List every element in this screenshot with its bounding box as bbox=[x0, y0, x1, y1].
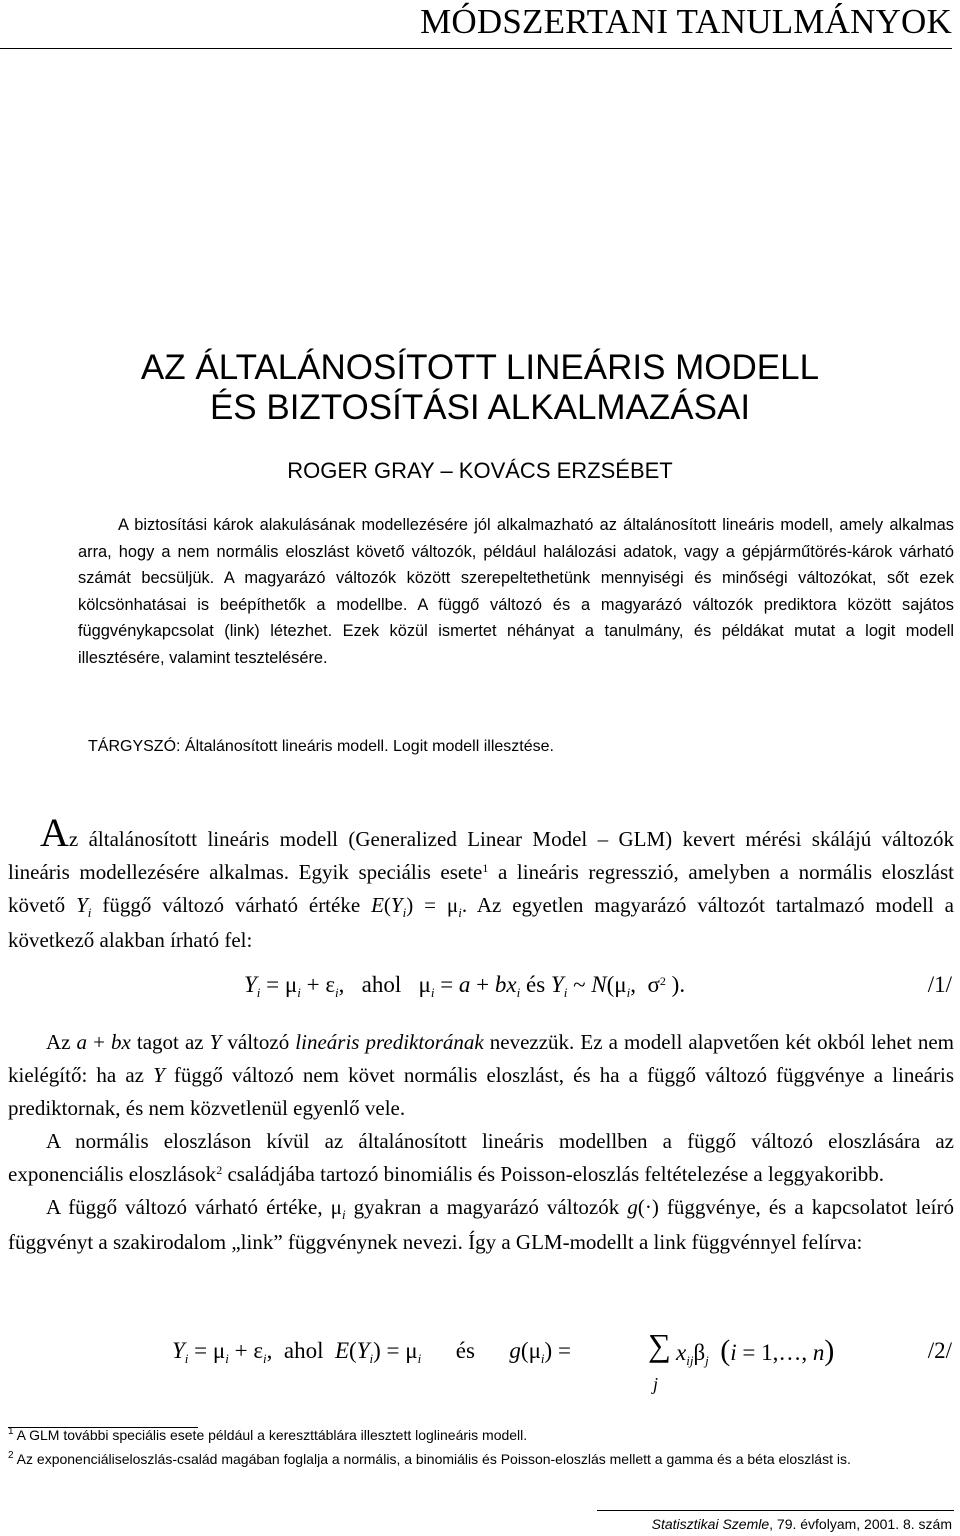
eq2-ahol: , ahol bbox=[266, 1338, 335, 1363]
eq1-plus: + bbox=[470, 972, 495, 997]
abstract bbox=[78, 512, 954, 671]
footnote-ref-1[interactable]: 1 bbox=[482, 861, 489, 875]
p2-var-a: a bbox=[76, 1030, 88, 1054]
paragraph-2 bbox=[8, 1026, 954, 1259]
p1-text-a: z általánosított lineáris modell (Generalized Linear Model – GLM) kevert mérési skálájú változók lineáris modellezésére alkalmas. Egyik speciális esete bbox=[8, 827, 954, 884]
footnote-1-text: A GLM további speciális esete például a kereszttáblára illesztett loglineáris modell. bbox=[13, 1427, 528, 1443]
p2-var-y: Y bbox=[209, 1030, 222, 1054]
eq1-a: a bbox=[458, 972, 471, 997]
p1-var-y2: Y bbox=[390, 893, 403, 917]
keywords: TÁRGYSZÓ: Általánosított lineáris modell. Logit modell illesztése. bbox=[88, 738, 554, 755]
p3-text-b: családjába tartozó binomiális és Poisson-eloszlás feltételezése a leggyakoribb. bbox=[222, 1162, 885, 1186]
journal-issue: , 79. évfolyam, 2001. 8. szám bbox=[769, 1516, 952, 1532]
sum-index-j: j bbox=[653, 1374, 659, 1394]
eq2-i5: i bbox=[417, 1351, 422, 1366]
eq2-y: Y bbox=[172, 1338, 185, 1363]
equation-2-number: /2/ bbox=[927, 1338, 952, 1363]
p2-var-bx: bx bbox=[111, 1030, 131, 1054]
eq2-sum-index bbox=[653, 1368, 658, 1399]
article-title bbox=[0, 348, 960, 428]
eq1-es: és bbox=[520, 972, 551, 997]
eq2-beta: β bbox=[693, 1340, 706, 1365]
sum-symbol: ∑ bbox=[648, 1327, 671, 1363]
p2-var-y2: Y bbox=[153, 1063, 165, 1087]
eq1-mu: = μ bbox=[260, 972, 298, 997]
eq2-right bbox=[676, 1336, 834, 1371]
drop-cap: A bbox=[40, 810, 69, 855]
eq1-i3: i bbox=[335, 985, 339, 1000]
eq2-i3: i bbox=[263, 1351, 267, 1366]
eq2-g: g bbox=[509, 1338, 521, 1363]
eq2-i4: i bbox=[369, 1351, 374, 1366]
journal-name: Statisztikai Szemle bbox=[651, 1516, 770, 1532]
p1-sub-i3: i bbox=[458, 905, 462, 920]
p1-text-c: függő változó várható értéke bbox=[91, 893, 372, 917]
paragraph-4 bbox=[8, 1191, 954, 1259]
eq1-y: Y bbox=[244, 972, 257, 997]
eq1-i7: i bbox=[626, 985, 631, 1000]
footnote-2 bbox=[8, 1448, 954, 1470]
p4-text-a: A függő változó várható értéke, μ bbox=[46, 1195, 342, 1219]
eq1-tilde: ~ bbox=[567, 972, 592, 997]
equation-1 bbox=[244, 970, 685, 1003]
eq2-ij: ij bbox=[686, 1353, 694, 1368]
eq1-end: ). bbox=[665, 972, 686, 997]
p4-sub-i: i bbox=[341, 1207, 346, 1222]
paragraph-3 bbox=[8, 1125, 954, 1191]
title-line-2: ÉS BIZTOSÍTÁSI ALKALMAZÁSAI bbox=[209, 388, 751, 427]
eq2-j: j bbox=[705, 1353, 709, 1368]
eq2-gc: ) = bbox=[544, 1338, 577, 1363]
eq1-i4: i bbox=[430, 985, 435, 1000]
authors: ROGER GRAY – KOVÁCS ERZSÉBET bbox=[287, 458, 673, 483]
eq2-x: x bbox=[676, 1340, 687, 1365]
title-line-1: AZ ÁLTALÁNOSÍTOTT LINEÁRIS MODELL bbox=[140, 348, 820, 387]
p1-sub-i: i bbox=[87, 905, 92, 920]
p2-text-c: változó bbox=[221, 1030, 296, 1054]
p2-linear-predictor: lineáris prediktorának bbox=[295, 1030, 484, 1054]
eq2-cond-n: n bbox=[812, 1340, 825, 1365]
eq2-eps: + ε bbox=[228, 1338, 263, 1363]
eq2-cond-open: ( bbox=[720, 1334, 731, 1367]
journal-citation bbox=[652, 1514, 952, 1534]
eq1-ahol: , ahol μ bbox=[338, 972, 431, 997]
eq1-sq: 2 bbox=[659, 974, 666, 988]
eq1-i1: i bbox=[256, 985, 261, 1000]
paragraph-1: Az általánosított lineáris modell (Generalized Linear Model – GLM) kevert mérési skálájú változók lineáris modellezésére alkalmas. Egyik speciális esete$^1$ a lineáris regresszió, amelyben a normális eloszlást követő $Y_i$ függő változó várható értéke $E(Y_i) = \mu_i$. Az egyetlen magyarázó változót tartalmazó modell a következő alakban írható fel: bbox=[8, 810, 954, 952]
eq1-y2: Y bbox=[550, 972, 564, 997]
eq2-sum bbox=[648, 1327, 671, 1364]
p2-text-d: nevezzük. Ez a modell alapvetően két okból lehet nem kielégítő: ha az bbox=[8, 1030, 954, 1087]
journal-rule bbox=[597, 1510, 954, 1511]
eq2-gp: (μ bbox=[520, 1338, 541, 1363]
p1-var-e: E bbox=[371, 893, 384, 917]
footnote-1-number: 1 bbox=[8, 1426, 14, 1437]
p3-text-a: A normális eloszláson kívül az általánosított lineáris modellben a függő változó eloszlására az exponenciális eloszlások bbox=[8, 1129, 954, 1186]
eq2-y2: Y bbox=[356, 1338, 370, 1363]
abstract-text: A biztosítási károk alakulásának modellezésére jól alkalmazható az általánosított lineáris modell, amely alkalmas arra, hogy a nem normális eloszlást követő változók, például halálozási adatok, vagy a gépjárműtörés-károk várható számát becsüljük. A magyarázó változók között szerepeltethetünk mennyiségi és minőségi változókat, sőt ezek kölcsönhatásai is beépíthetők a modellbe. A függő változó és a magyarázó változók prediktora között sajátos függvénykapcsolat (link) létezhet. Ezek közül ismertet néhányat a tanulmány, és példákat mutat a logit modell illesztésére, valamint tesztelésére. bbox=[78, 516, 954, 667]
p4-text-b: gyakran a magyarázó változók bbox=[345, 1195, 628, 1219]
p2-text-a1: Az bbox=[46, 1030, 77, 1054]
eq1-i2: i bbox=[297, 985, 301, 1000]
p1-sub-i2: i bbox=[402, 905, 407, 920]
footnote-2-number: 2 bbox=[8, 1450, 14, 1461]
p2-text-e: függő változó nem követ normális eloszlást, és ha a függő változó függvénye a lineáris prediktornak, és nem közvetlenül egyenlő vele. bbox=[8, 1063, 954, 1120]
eq2-ep: ( bbox=[349, 1338, 357, 1363]
footnote-2-text: Az exponenciáliseloszlás-család magában foglalja a normális, a binomiális és Poisson-eloszlás mellett a gamma és a béta eloszlást is. bbox=[13, 1451, 851, 1467]
eq1-n: N bbox=[591, 972, 607, 997]
eq2-cond-close: ) bbox=[824, 1334, 835, 1367]
eq2-e: E bbox=[334, 1338, 350, 1363]
p2-plus: + bbox=[87, 1030, 112, 1054]
eq1-eps: + ε bbox=[300, 972, 335, 997]
eq2-cond-mid: = 1,…, bbox=[736, 1340, 813, 1365]
footnote-1 bbox=[8, 1424, 954, 1446]
p1-text-e: . Az egyetlen magyarázó változót tartalmazó modell a következő alakban írható fel: bbox=[8, 893, 954, 952]
section-header: MÓDSZERTANI TANULMÁNYOK bbox=[0, 0, 952, 49]
p2-text-b: tagot az bbox=[130, 1030, 210, 1054]
footnote-ref-2[interactable]: 2 bbox=[216, 1163, 223, 1177]
p1-text-b: a lineáris regresszió, amelyben a normális eloszlást követő bbox=[8, 860, 954, 917]
p4-var-g: g bbox=[627, 1195, 638, 1219]
equation-2 bbox=[172, 1336, 577, 1369]
eq1-sigma: , σ bbox=[630, 972, 660, 997]
eq2-i6: i bbox=[540, 1351, 545, 1366]
eq2-cond-i: i bbox=[730, 1340, 737, 1365]
eq1-np: (μ bbox=[606, 972, 627, 997]
eq2-mu: = μ bbox=[188, 1338, 226, 1363]
p1-text-d: ) = μ bbox=[406, 893, 459, 917]
eq2-i1: i bbox=[184, 1351, 189, 1366]
equation-1-number: /1/ bbox=[927, 972, 952, 997]
eq1-i6: i bbox=[563, 985, 568, 1000]
eq1-bx: bx bbox=[494, 972, 517, 997]
p1-var-y: Y bbox=[76, 893, 88, 917]
eq2-es: és bbox=[421, 1338, 510, 1363]
p4-text-c: (·) függvénye, és a kapcsolatot leíró függvényt a szakirodalom „link” függvénynek nevezi. Így a GLM-modellt a link függvénnyel felírva: bbox=[8, 1195, 954, 1254]
eq1-equals: = bbox=[434, 972, 459, 997]
eq2-ec: ) = μ bbox=[373, 1338, 418, 1363]
eq2-i2: i bbox=[225, 1351, 229, 1366]
eq1-i5: i bbox=[516, 985, 521, 1000]
